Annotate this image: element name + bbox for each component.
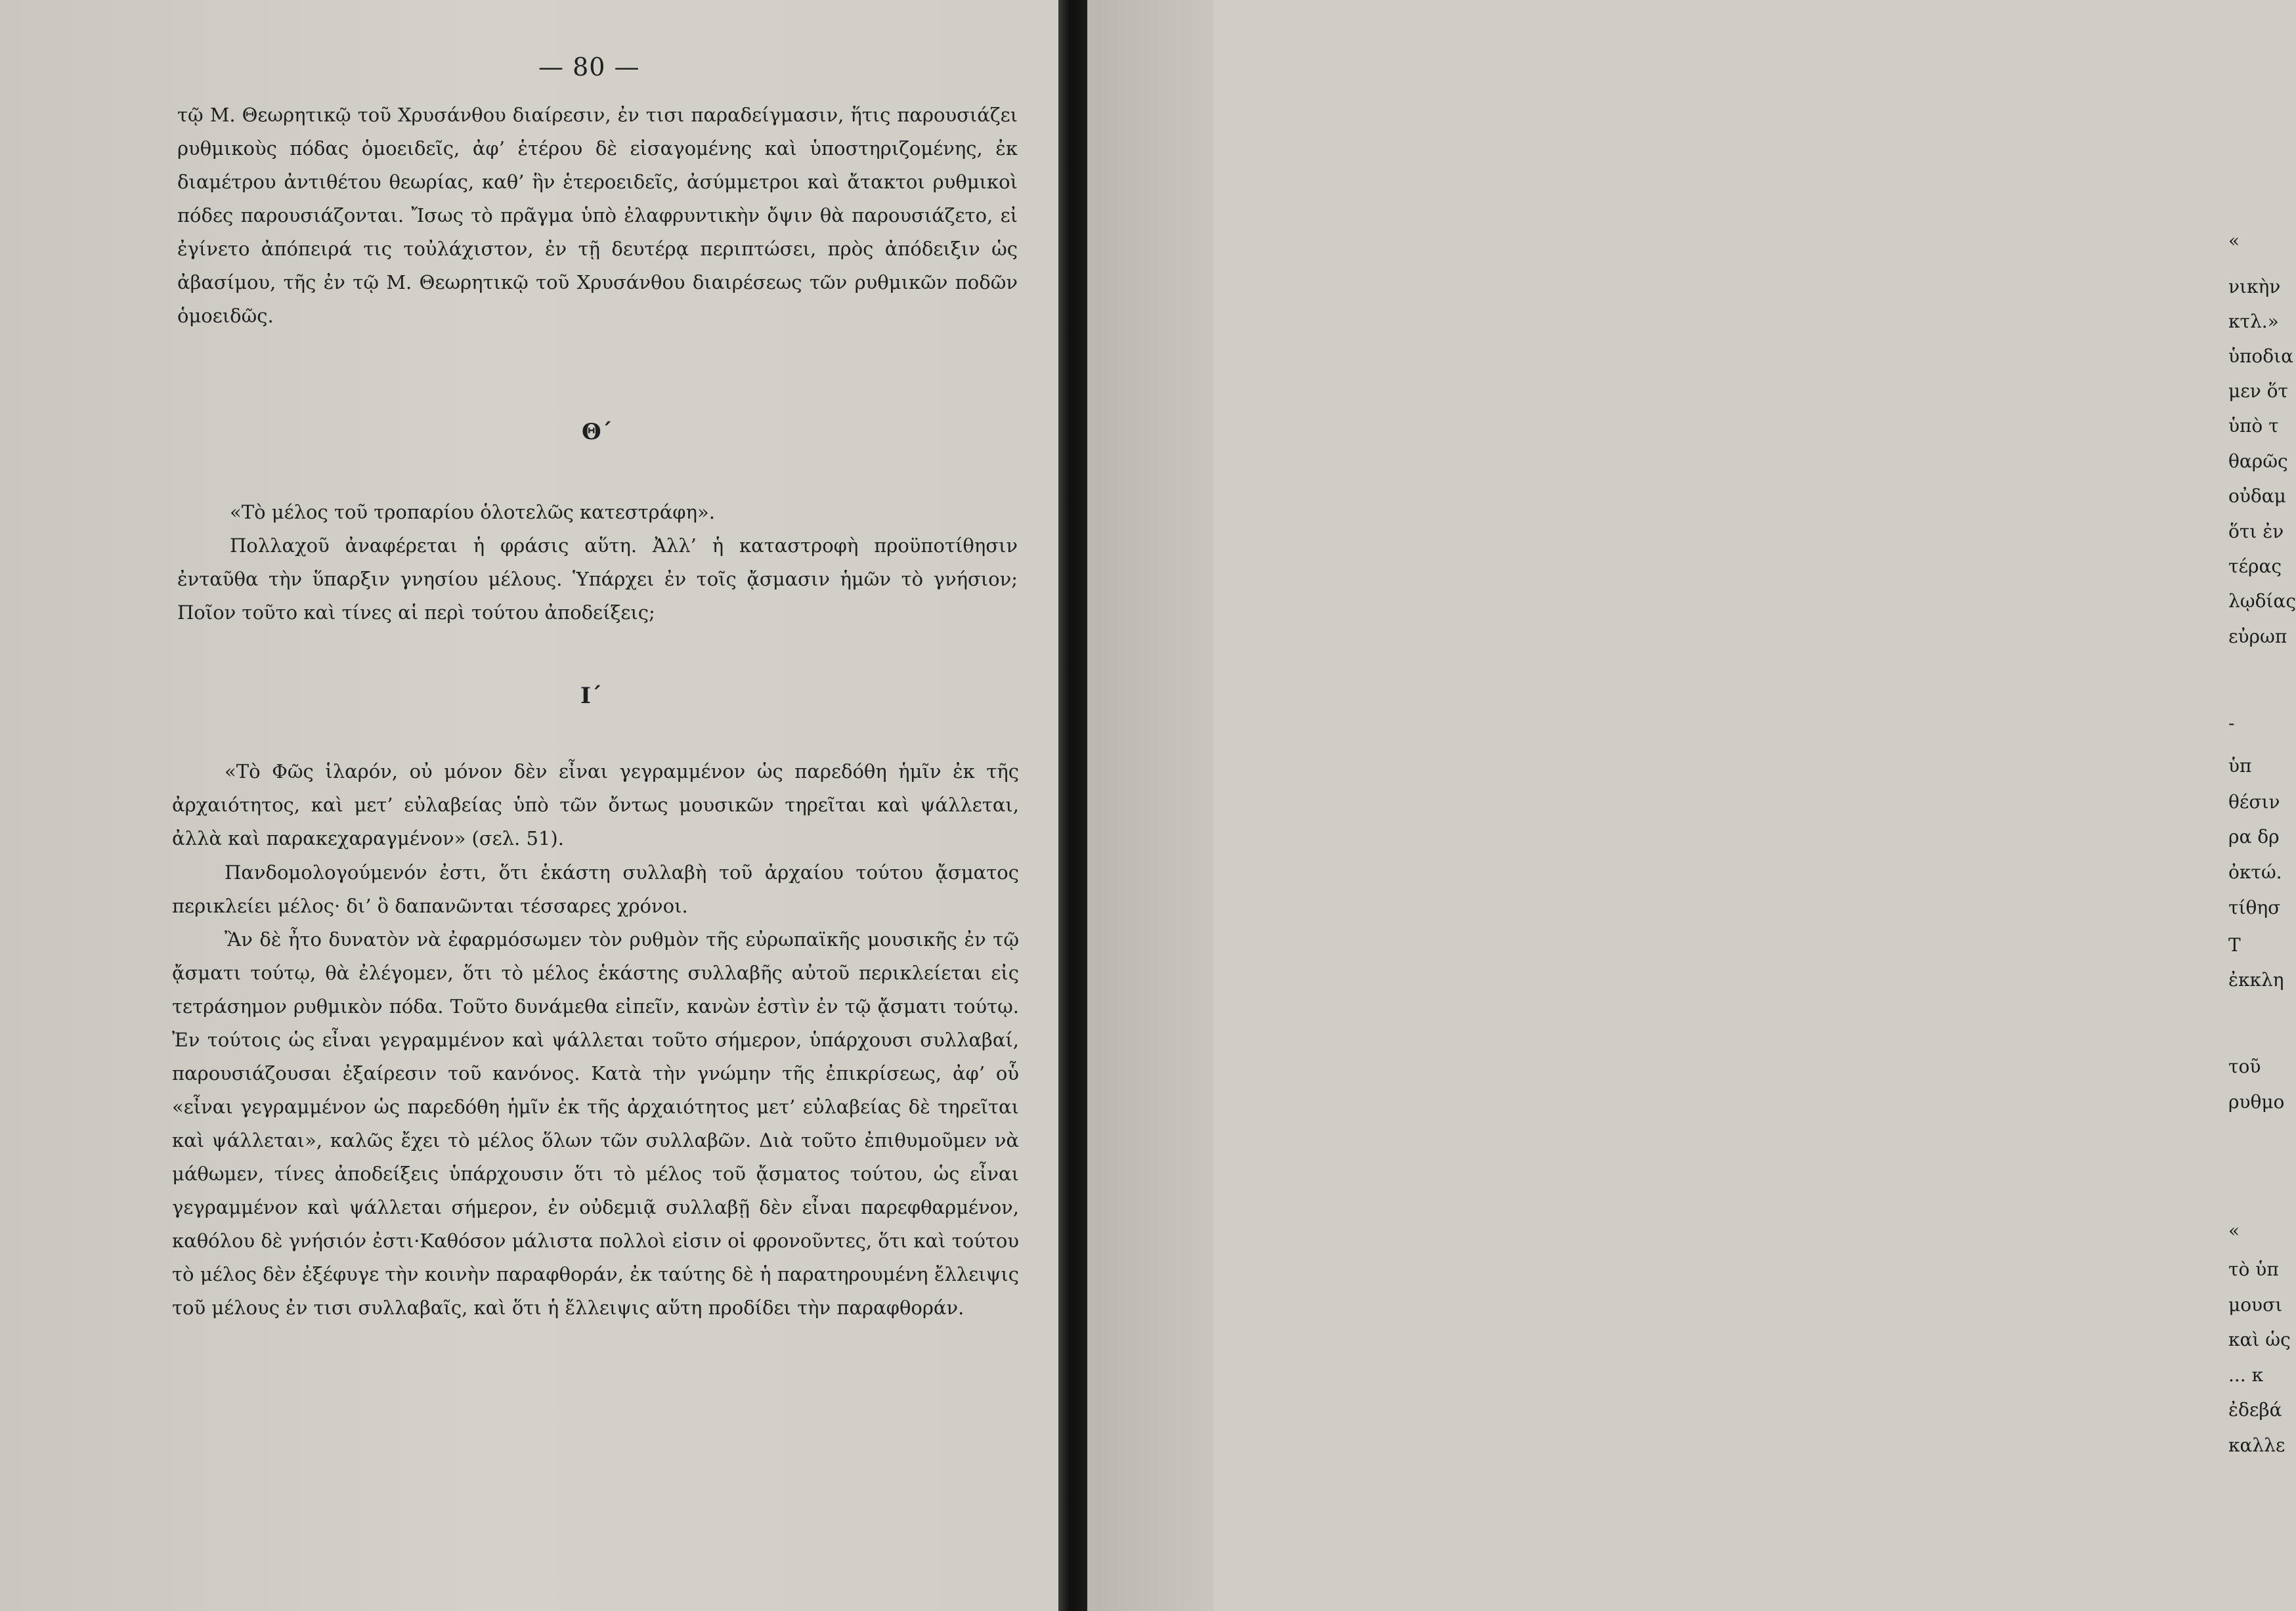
adjacent-line: ὑπὸ τ <box>2228 415 2279 437</box>
adjacent-line: τέρας <box>2228 555 2282 577</box>
page-number: — 80 — <box>538 53 640 81</box>
adjacent-line: θαρῶς <box>2228 450 2288 472</box>
adjacent-line: καὶ ὡς <box>2228 1329 2291 1350</box>
adjacent-line: ρυθμο <box>2228 1091 2285 1113</box>
adjacent-line: ἐδεβά <box>2228 1399 2282 1421</box>
adjacent-line: κτλ.» <box>2228 311 2279 332</box>
paragraph-4: «Τὸ Φῶς ἱλαρόν, οὐ μόνον δὲν εἶναι γεγραμμένον ὡς παρεδόθη ἡμῖν ἐκ τῆς ἀρχαιότητος, καὶ μετ’ εὐλαβείας ὑπὸ τῶν ὄντως μουσικῶν τηρεῖται καὶ ψάλλεται, ἀλλὰ καὶ παρακεχαραγμένον» (σελ. 51). <box>172 760 1019 849</box>
adjacent-line: Τ <box>2228 934 2241 956</box>
paragraph-2: «Τὸ μέλος τοῦ τροπαρίου ὁλοτελῶς κατεστράφη». <box>230 501 715 523</box>
adjacent-line: « <box>2228 230 2240 251</box>
book-page <box>0 0 1058 1611</box>
paragraph-1: τῷ Μ. Θεωρητικῷ τοῦ Χρυσάνθου διαίρεσιν, ἐν τισι παραδείγμασιν, ἥτις παρουσιάζει ρυθμικοὺς πόδας ὁμοειδεῖς, ἀφ’ ἑτέρου δὲ εἰσαγομένης καὶ ὑποστηριζομένης, ἐκ διαμέτρου ἀντιθέτου θεωρίας, καθ’ ἣν ἑτεροειδεῖς, ἀσύμμετροι καὶ ἄτακτοι ρυθμικοὶ πόδες παρουσιάζονται. Ἴσως τὸ πρᾶγμα ὑπὸ ἐλαφρυντικὴν ὄψιν θὰ παρουσιάζετο, εἰ ἐγίνετο ἀπόπειρά τις τοὐλάχιστον, ἐν τῇ δευτέρᾳ περιπτώσει, πρὸς ἀπόδειξιν ὡς ἀβασίμου, τῆς ἐν τῷ Μ. Θεωρητικῷ τοῦ Χρυσάνθου διαιρέσεως τῶν ρυθμικῶν ποδῶν ὁμοειδῶς. <box>177 104 1018 327</box>
adjacent-line: οὐδαμ <box>2228 485 2286 507</box>
section-heading-theta: Θ΄ <box>582 419 613 445</box>
adjacent-line: τοῦ <box>2228 1056 2261 1077</box>
adjacent-line: τίθησ <box>2228 897 2281 918</box>
book-spine-shadow <box>1058 0 1087 1611</box>
adjacent-line: - <box>2228 712 2235 734</box>
adjacent-page <box>1087 0 2296 1611</box>
adjacent-line: ρα δρ <box>2228 826 2280 848</box>
adjacent-line: θέσιν <box>2228 791 2280 813</box>
paragraph-3: Πολλαχοῦ ἀναφέρεται ἡ φράσις αὕτη. Ἀλλ’ ἡ καταστροφὴ προϋποτίθησιν ἐνταῦθα τὴν ὕπαρξιν γνησίου μέλους. Ὑπάρχει ἐν τοῖς ᾄσμασιν ἡμῶν τὸ γνήσιον; Ποῖον τοῦτο καὶ τίνες αἱ περὶ τούτου ἀποδείξεις; <box>177 534 1018 624</box>
adjacent-line: τὸ ὑπ <box>2228 1258 2279 1280</box>
paragraph-5: Πανδομολογούμενόν ἐστι, ὅτι ἑκάστη συλλαβὴ τοῦ ἀρχαίου τούτου ᾄσματος περικλείει μέλος· δι’ ὃ δαπανῶνται τέσσαρες χρόνοι. <box>172 861 1019 917</box>
adjacent-line: ὀκτώ. <box>2228 861 2282 883</box>
adjacent-line: ... κ <box>2228 1364 2264 1386</box>
adjacent-line: « <box>2228 1220 2240 1241</box>
adjacent-line: νικὴν <box>2228 276 2281 297</box>
paragraph-6: Ἂν δὲ ἦτο δυνατὸν νὰ ἐφαρμόσωμεν τὸν ρυθμὸν τῆς εὐρωπαϊκῆς μουσικῆς ἐν τῷ ᾄσματι τούτῳ, θὰ ἐλέγομεν, ὅτι τὸ μέλος ἑκάστης συλλαβῆς αὐτοῦ περικλείεται εἰς τετράσημον ρυθμικὸν πόδα. Τοῦτο δυνάμεθα εἰπεῖν, κανὼν ἐστὶν ἐν τῷ ᾄσματι τούτῳ. Ἐν τούτοις ὡς εἶναι γεγραμμένον καὶ ψάλλεται τοῦτο σήμερον, ὑπάρχουσι συλλαβαί, παρουσιάζουσαι ἐξαίρεσιν τοῦ κανόνος. Κατὰ τὴν γνώμην τῆς ἐπικρίσεως, ἀφ’ οὗ «εἶναι γεγραμμένον ὡς παρεδόθη ἡμῖν ἐκ τῆς ἀρχαιότητος μετ’ εὐλαβείας δὲ τηρεῖται καὶ ψάλλεται», καλῶς ἔχει τὸ μέλος ὅλων τῶν συλλαβῶν. Διὰ τοῦτο ἐπιθυμοῦμεν νὰ μάθωμεν, τίνες ἀποδείξεις ὑπάρχουσιν ὅτι τὸ μέλος τοῦ ᾄσματος τούτου, ὡς εἶναι γεγραμμένον καὶ ψάλλεται σήμερον, ἐν οὐδεμιᾷ συλλαβῇ δὲν εἶναι παρεφθαρμένον, καθόλου δὲ γνήσιόν ἐστι·Καθόσον μάλιστα πολλοὶ εἰσιν οἱ φρονοῦντες, ὅτι καὶ τούτου τὸ μέλος δὲν ἐξέφυγε τὴν κοινὴν παραφθοράν, ἐκ ταύτης δὲ ἡ παρατηρουμένη ἔλλειψις τοῦ μέλους ἐν τισι συλλαβαῖς, καὶ ὅτι ἡ ἔλλειψις αὕτη προδίδει τὴν παραφθοράν. <box>172 928 1019 1319</box>
adjacent-line: ὅτι ἐν <box>2228 521 2284 542</box>
adjacent-line: ἐκκλη <box>2228 969 2284 991</box>
adjacent-line: ὑπ <box>2228 755 2252 777</box>
adjacent-line: μουσι <box>2228 1294 2283 1316</box>
adjacent-line: ὑποδια <box>2228 345 2294 367</box>
adjacent-line: λῳδίας <box>2228 590 2296 612</box>
adjacent-line: εὐρωπ <box>2228 626 2287 647</box>
adjacent-line: καλλε <box>2228 1434 2285 1456</box>
section-heading-iota: Ι΄ <box>580 683 602 709</box>
adjacent-line: μεν ὅτ <box>2228 380 2288 402</box>
